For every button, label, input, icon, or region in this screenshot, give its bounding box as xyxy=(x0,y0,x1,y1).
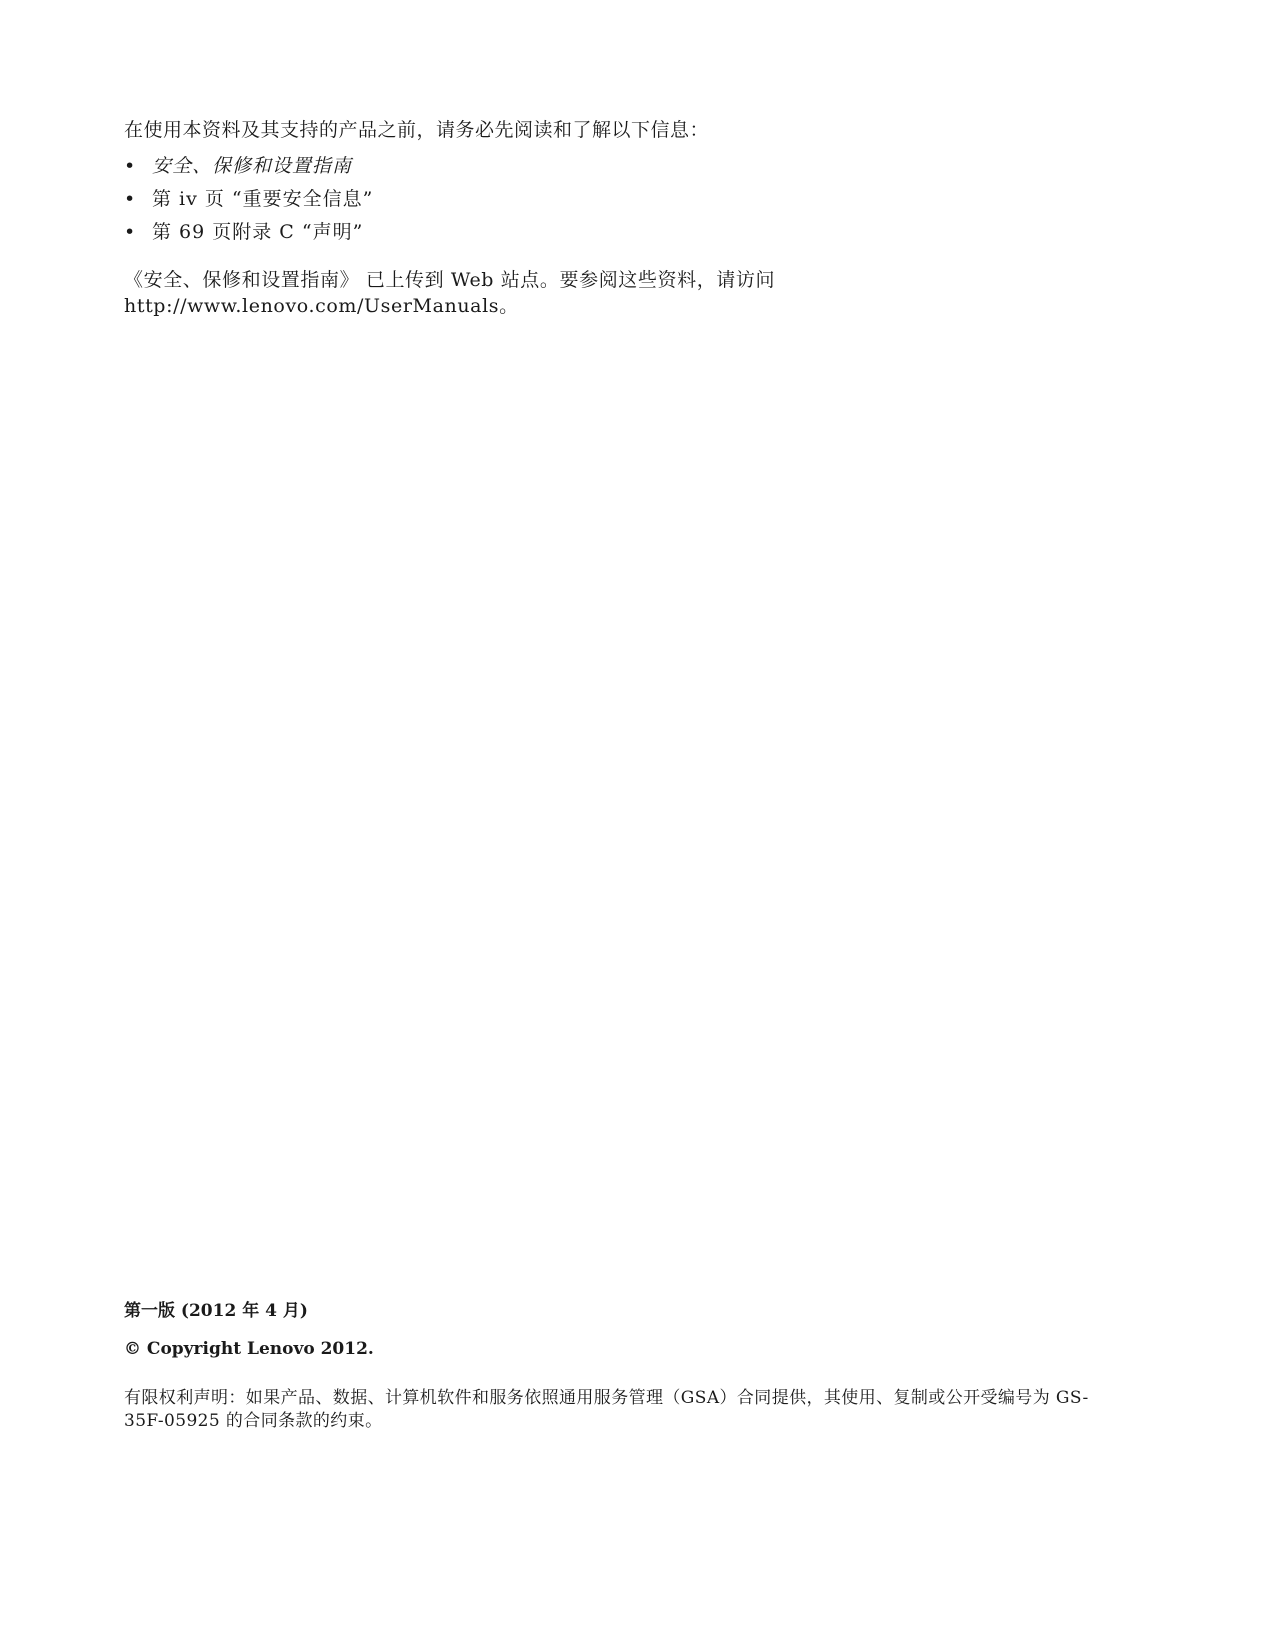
reading-list xyxy=(124,150,1104,249)
list-item-text: 安全、保修和设置指南 xyxy=(152,155,353,177)
bullet-icon: • xyxy=(124,188,137,210)
list-item-text: 第 iv 页 “重要安全信息” xyxy=(152,188,374,210)
user-manuals-link[interactable]: http://www.lenovo.com/UserManuals xyxy=(124,295,500,317)
list-item-text: 第 69 页附录 C “声明” xyxy=(152,221,364,243)
edition-line: 第一版 (2012 年 4 月) xyxy=(124,1301,308,1321)
edition-notice xyxy=(124,1297,1104,1433)
list-item xyxy=(124,216,1104,249)
reading-notice xyxy=(124,116,1104,338)
intro-text: 在使用本资料及其支持的产品之前，请务必先阅读和了解以下信息： xyxy=(124,119,710,141)
list-item xyxy=(124,183,1104,216)
web-note-suffix: 。 xyxy=(499,295,519,317)
list-item xyxy=(124,150,1104,183)
web-note xyxy=(124,267,1104,319)
web-note-prefix: 《安全、保修和设置指南》 已上传到 Web 站点。要参阅这些资料，请访问 xyxy=(124,269,776,291)
copyright-line: © Copyright Lenovo 2012. xyxy=(124,1339,374,1359)
bullet-icon: • xyxy=(124,221,137,243)
bullet-icon: • xyxy=(124,155,137,177)
restricted-rights-notice: 有限权利声明：如果产品、数据、计算机软件和服务依照通用服务管理（GSA）合同提供，其使用、复制或公开受编号为 GS-35F-05925 的合同条款的约束。 xyxy=(124,1388,1089,1431)
